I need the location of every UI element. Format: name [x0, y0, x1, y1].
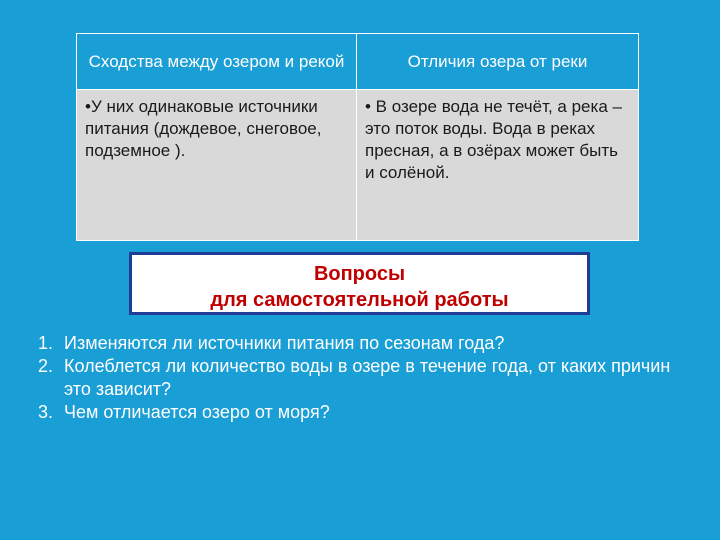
list-item [38, 401, 688, 424]
table-row [77, 90, 639, 241]
list-item [38, 332, 688, 355]
cell-similarities: •У них одинаковые источники питания (дождевое, снеговое, подземное ). [77, 90, 357, 241]
list-item-text: Изменяются ли источники питания по сезонам года? [64, 333, 505, 353]
list-item-text: Чем отличается озеро от моря? [64, 402, 330, 422]
list-item-number: 2. [38, 356, 54, 376]
list-item-number: 1. [38, 333, 54, 353]
questions-list [38, 332, 688, 424]
banner-subtitle: для самостоятельной работы [210, 289, 509, 311]
header-differences: Отличия озера от реки [357, 34, 639, 90]
list-item [38, 355, 688, 401]
questions-banner [129, 252, 590, 315]
header-similarities: Сходства между озером и рекой [77, 34, 357, 90]
list-item-number: 3. [38, 402, 54, 422]
list-item-text: Колеблется ли количество воды в озере в течение года, от каких причин это зависит? [64, 356, 671, 399]
banner-title: Вопросы [313, 263, 406, 285]
cell-differences: • В озере вода не течёт, а река – это поток воды. Вода в реках пресная, а в озёрах может быть и солёной. [357, 90, 639, 241]
comparison-table [76, 33, 639, 241]
table-header-row [77, 34, 639, 90]
